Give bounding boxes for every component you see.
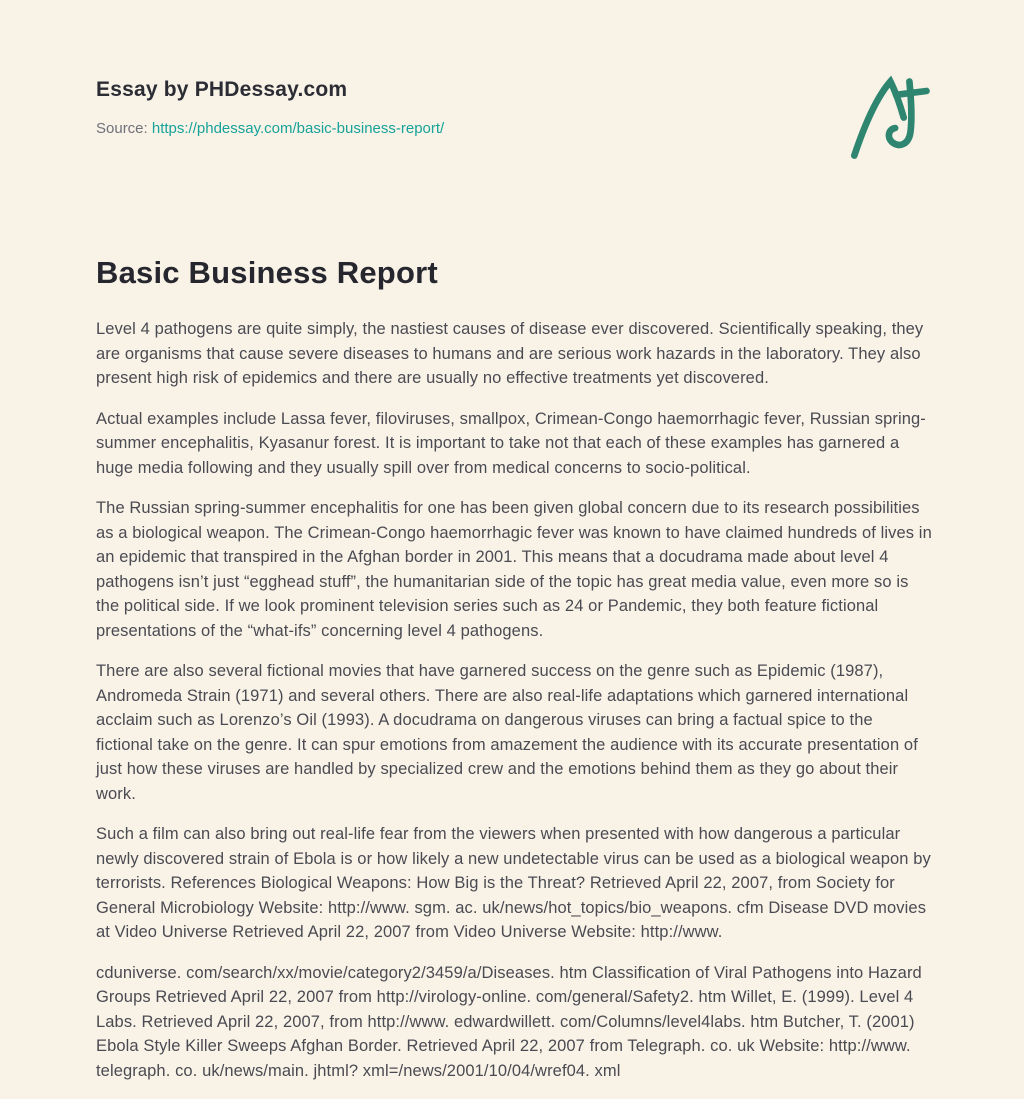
- source-label: Source:: [96, 120, 148, 137]
- essay-paragraph: Actual examples include Lassa fever, filoviruses, smallpox, Crimean-Congo haemorrhagic fever, Russian spring-summer encephalitis, Kyasanur forest. It is important to take not that each of these examples has garnered a huge media following and they usually spill over from medical concerns to socio-political.: [96, 409, 926, 477]
- essay-paragraph: There are also several fictional movies that have garnered success on the genre such as Epidemic (1987), Andromeda Strain (1971) and several others. There are also real-life adaptations which garnered international acclaim such as Lorenzo’s Oil (1993). A docudrama on dangerous viruses can bring a factual spice to the fictional take on the genre. It can spur emotions from amazement the audience with its accurate presentation of just how these viruses are handled by specialized crew and the emotions behind them as they go about their work.: [96, 662, 918, 803]
- essay-paragraph: The Russian spring-summer encephalitis for one has been given global concern due to its research possibilities as a biological weapon. The Crimean-Congo haemorrhagic fever was known to have claimed hundreds of lives in an epidemic that transpired in the Afghan border in 2001. This means that a docudrama made about level 4 pathogens isn’t just “egghead stuff”, the humanitarian side of the topic has great media value, even more so is the political side. If we look prominent television series such as 24 or Pandemic, they both feature fictional presentations of the “what-ifs” concerning level 4 pathogens.: [96, 499, 932, 640]
- source-url-link[interactable]: https://phdessay.com/basic-business-report/: [151, 120, 445, 137]
- essay-paragraph: Such a film can also bring out real-life fear from the viewers when presented with how dangerous a particular newly discovered strain of Ebola is or how likely a new undetectable virus can be used as a biological weapon by terrorists. References Biological Weapons: How Big is the Threat? Retrieved April 22, 2007, from Society for General Microbiology Website: http://www. sgm. ac. uk/news/hot_topics/bio_weapons. cfm Disease DVD movies at Video Universe Retrieved April 22, 2007 from Video Universe Website: http://www.: [96, 825, 931, 941]
- essay-content: [96, 78, 932, 1099]
- essay-paragraph: cduniverse. com/search/xx/movie/category2/3459/a/Diseases. htm Classification of Viral Pathogens into Hazard Groups Retrieved April 22, 2007 from http://virology-online. com/general/Safety2. htm Willet, E. (1999). Level 4 Labs. Retrieved April 22, 2007, from http://www. edwardwillett. com/Columns/level4labs. htm Butcher, T. (2001) Ebola Style Killer Sweeps Afghan Border. Retrieved April 22, 2007 from Telegraph. co. uk Website: http://www. telegraph. co. uk/news/main. jhtml? xml=/news/2001/10/04/wref04. xml: [96, 963, 922, 1080]
- essay-body: [96, 317, 932, 1083]
- source-row: [96, 120, 932, 137]
- essay-paragraph: Level 4 pathogens are quite simply, the nastiest causes of disease ever discovered. Scientifically speaking, they are organisms that cause severe diseases to humans and are serious work hazards in the laboratory. They also present high risk of epidemics and there are usually no effective treatments yet discovered.: [96, 320, 924, 387]
- essay-byline: Essay by PHDessay.com: [96, 78, 348, 101]
- essay-title: Basic Business Report: [96, 255, 438, 290]
